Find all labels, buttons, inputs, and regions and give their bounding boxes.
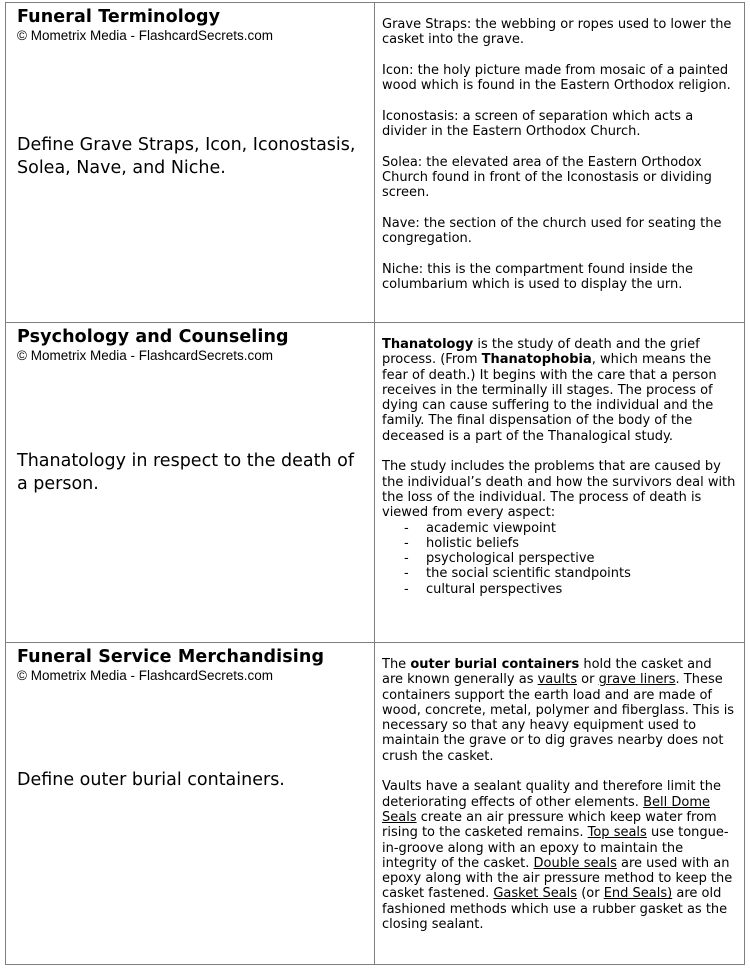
dash-marker: - (404, 535, 409, 551)
list-item (404, 536, 736, 551)
flashcard-sheet (5, 2, 745, 965)
card-question: Define outer burial containers. (17, 770, 285, 790)
answer-text: are old fashioned methods which use a rubber gasket as the closing sealant. (382, 886, 728, 933)
term-outer-burial-containers: outer burial containers (410, 657, 580, 672)
list-item-label: holistic beliefs (426, 535, 519, 551)
card-front (6, 643, 375, 964)
answer-text: Vaults have a sealant quality and therefore limit the deteriorating effects of other elements. (382, 779, 721, 810)
answer-paragraph-thanatology (382, 337, 736, 444)
answer-text: use tongue-in-groove along with an epoxy to maintain the integrity of the casket. (382, 825, 729, 871)
card-answer (375, 3, 744, 322)
answer-paragraph-study: The study includes the problems that are caused by the individual’s death and how the survivors deal with the loss of the individual. The process of death is viewed from every aspect: (382, 459, 736, 521)
card-title: Psychology and Counseling (17, 327, 289, 347)
answer-text: are used with an epoxy along with the air pressure method to keep the casket fastened. (382, 855, 733, 902)
answer-paragraph-icon: Icon: the holy picture made from mosaic of a painted wood which is found in the Eastern Orthodox religion. (382, 62, 731, 94)
list-item-label: cultural perspectives (426, 581, 563, 597)
aspect-list (382, 521, 736, 597)
answer-text: is the study of death and the grief process. (From (382, 337, 700, 368)
answer-paragraph-vault-seals (382, 779, 736, 932)
copyright-line: © Mometrix Media - FlashcardSecrets.com (17, 28, 274, 43)
card-title: Funeral Terminology (17, 7, 221, 27)
flashcard-funeral-terminology (5, 2, 745, 323)
term-vaults: vaults (537, 672, 577, 688)
term-thanatology: Thanatology (382, 337, 474, 352)
answer-paragraph-iconostasis: Iconostasis: a screen of separation which acts a divider in the Eastern Orthodox Church. (382, 108, 694, 140)
list-item (404, 521, 736, 536)
list-item-label: psychological perspective (426, 551, 595, 567)
answer-paragraph-grave-straps: Grave Straps: the webbing or ropes used to lower the casket into the grave. (382, 17, 732, 48)
answer-text: create an air pressure which keep water from rising to the casketed remains. (382, 809, 717, 841)
answer-text: or (577, 672, 599, 688)
copyright-line: © Mometrix Media - FlashcardSecrets.com (17, 348, 274, 363)
dash-marker: - (404, 581, 409, 597)
list-item (404, 551, 736, 566)
flashcard-psychology-counseling (5, 323, 745, 643)
term-gasket-seals: Gasket Seals (493, 886, 578, 902)
answer-text: (or (577, 886, 604, 902)
list-item (404, 566, 736, 581)
list-item (404, 582, 736, 597)
card-answer (375, 323, 744, 642)
answer-paragraph-niche: Niche: this is the compartment found inside the columbarium which is used to display the urn. (382, 261, 693, 293)
answer-paragraph-nave: Nave: the section of the church used for seating the congregation. (382, 215, 722, 247)
dash-marker: - (404, 520, 409, 536)
answer-paragraph-outer-burial-containers (382, 657, 736, 764)
answer-text: hold the casket and are known generally as (382, 657, 712, 688)
term-double-seals: Double seals (533, 855, 617, 871)
answer-text: The (382, 657, 411, 672)
flashcard-funeral-service-merchandising (5, 643, 745, 965)
answer-text: , which means the fear of death.) It begins with the care that a person receives in the terminally ill stages. The process of dying can cause suffering to the individual and the family. The final dispensation of the body of the deceased is a part of the Thanalogical study. (382, 352, 717, 444)
answer-paragraph-solea: Solea: the elevated area of the Eastern Orthodox Church found in front of the Iconostasis or dividing screen. (382, 154, 712, 201)
term-grave-liners: grave liners (598, 672, 676, 688)
term-thanatophobia: Thanatophobia (481, 352, 592, 368)
card-question: Define Grave Straps, Icon, Iconostasis, Solea, Nave, and Niche. (17, 135, 356, 178)
dash-marker: - (404, 551, 409, 567)
term-top-seals: Top seals (587, 825, 647, 841)
dash-marker: - (404, 566, 409, 582)
term-end-seals: End Seals) (603, 886, 673, 902)
card-answer (375, 643, 744, 964)
card-front (6, 323, 375, 642)
card-front (6, 3, 375, 322)
term-bell-dome-seals: Bell Dome Seals (382, 794, 710, 825)
card-title: Funeral Service Merchandising (17, 647, 325, 667)
list-item-label: academic viewpoint (426, 520, 556, 536)
copyright-line: © Mometrix Media - FlashcardSecrets.com (17, 668, 274, 683)
list-item-label: the social scientific standpoints (426, 566, 631, 582)
answer-text: . These containers support the earth load and are made of wood, concrete, metal, polymer and fiberglass. This is necessary so that any heavy equipment used to maintain the grave or to dig graves nearby does not crush the casket. (382, 672, 735, 764)
card-question: Thanatology in respect to the death of a person. (17, 451, 355, 494)
